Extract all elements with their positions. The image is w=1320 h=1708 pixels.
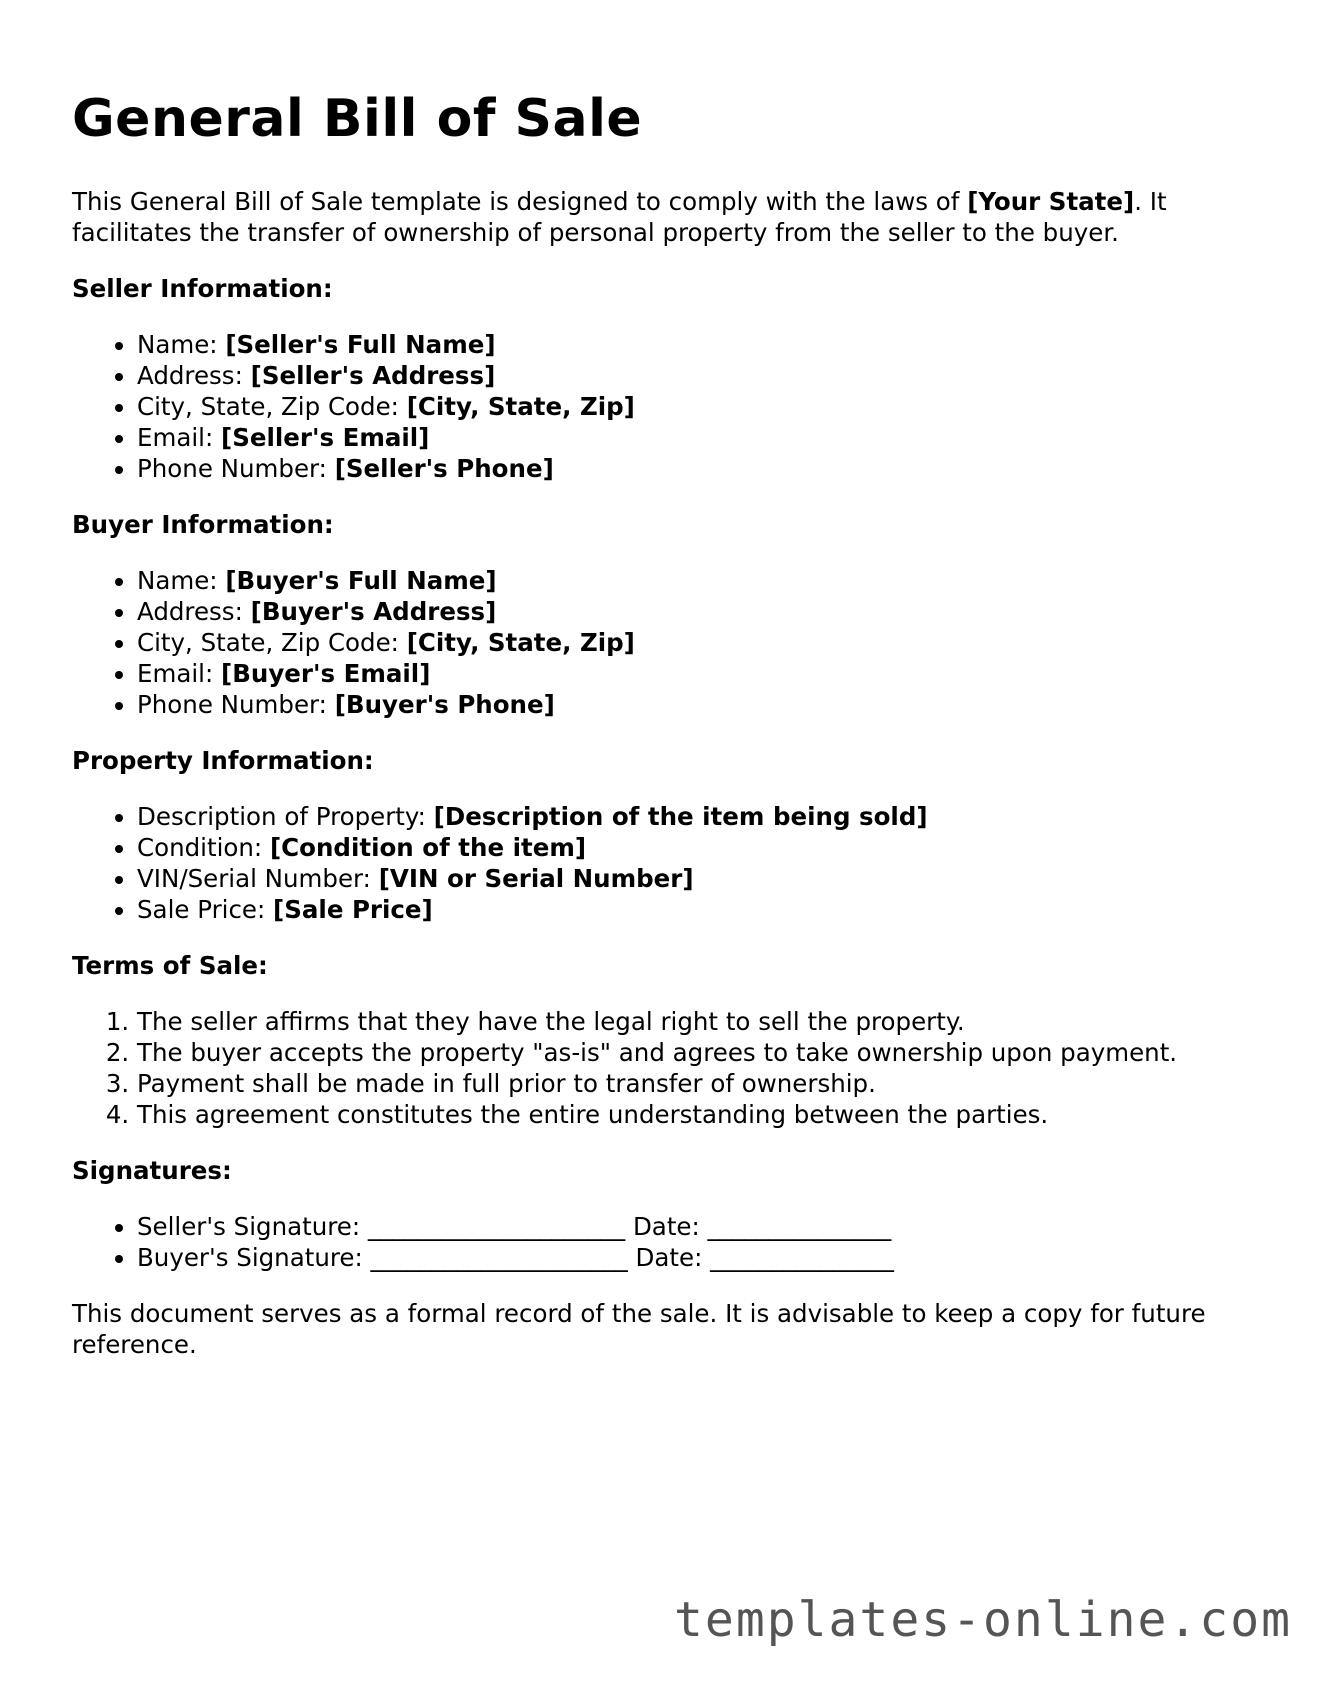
intro-paragraph [72,186,1262,248]
buyer-email-item [137,658,1262,689]
field-value: [Condition of the item] [269,833,587,862]
field-label: Description of Property: [137,802,434,831]
terms-item: 3. Payment shall be made in full prior to transfer of ownership. [137,1068,1262,1099]
field-label: Condition: [137,833,270,862]
field-value: [Description of the item being sold] [433,802,928,831]
field-label: VIN/Serial Number: [137,864,379,893]
field-value: [Seller's Full Name] [225,330,496,359]
field-value: [Buyer's Full Name] [225,566,497,595]
terms-item: 1. The seller affirms that they have the legal right to sell the property. [137,1006,1262,1037]
state-placeholder: [Your State] [967,187,1135,216]
watermark-text: templates-online.com [674,1592,1292,1648]
property-vin-item [137,863,1262,894]
closing-paragraph: This document serves as a formal record of the sale. It is advisable to keep a copy for future reference. [72,1299,1206,1359]
field-value: [VIN or Serial Number] [378,864,694,893]
field-label: Phone Number: [137,690,335,719]
document-body [72,186,1262,1385]
buyer-city-item [137,627,1262,658]
terms-list [72,1006,1262,1130]
property-list [72,801,1262,925]
field-label: City, State, Zip Code: [137,392,407,421]
property-heading: Property Information: [72,746,374,775]
intro-text-after: . It facilitates the transfer of ownership of personal property from the seller to the buyer. [72,187,1167,247]
seller-phone-item [137,453,1262,484]
field-label: Sale Price: [137,895,274,924]
field-value: [Buyer's Phone] [334,690,555,719]
buyer-name-item [137,565,1262,596]
intro-text-before: This General Bill of Sale template is designed to comply with the laws of [72,187,968,216]
buyer-list [72,565,1262,720]
seller-name-item [137,329,1262,360]
field-value: [Seller's Address] [250,361,496,390]
seller-email-item [137,422,1262,453]
property-price-item [137,894,1262,925]
seller-heading: Seller Information: [72,274,333,303]
page-title: General Bill of Sale [72,89,643,149]
field-label: Phone Number: [137,454,335,483]
seller-city-item [137,391,1262,422]
seller-address-item [137,360,1262,391]
signatures-list [72,1211,1262,1273]
seller-signature-line: • Seller's Signature: _____________________ Date: _______________ [137,1211,1262,1242]
field-label: Name: [137,566,226,595]
buyer-signature-line: • Buyer's Signature: _____________________ Date: _______________ [137,1242,1262,1273]
field-label: Name: [137,330,226,359]
buyer-heading: Buyer Information: [72,510,334,539]
terms-item: 2. The buyer accepts the property "as-is" and agrees to take ownership upon payment. [137,1037,1262,1068]
buyer-phone-item [137,689,1262,720]
field-value: [Seller's Phone] [334,454,554,483]
field-value: [City, State, Zip] [406,628,635,657]
field-label: Email: [137,659,222,688]
property-description-item [137,801,1262,832]
terms-item: 4. This agreement constitutes the entire understanding between the parties. [137,1099,1262,1130]
field-label: Address: [137,361,251,390]
field-value: [City, State, Zip] [406,392,635,421]
field-value: [Buyer's Address] [250,597,497,626]
field-value: [Sale Price] [273,895,433,924]
terms-heading: Terms of Sale: [72,951,268,980]
field-label: City, State, Zip Code: [137,628,407,657]
seller-list [72,329,1262,484]
buyer-address-item [137,596,1262,627]
field-label: Email: [137,423,222,452]
field-label: Address: [137,597,251,626]
field-value: [Seller's Email] [221,423,430,452]
field-value: [Buyer's Email] [221,659,431,688]
property-condition-item [137,832,1262,863]
signatures-heading: Signatures: [72,1156,232,1185]
